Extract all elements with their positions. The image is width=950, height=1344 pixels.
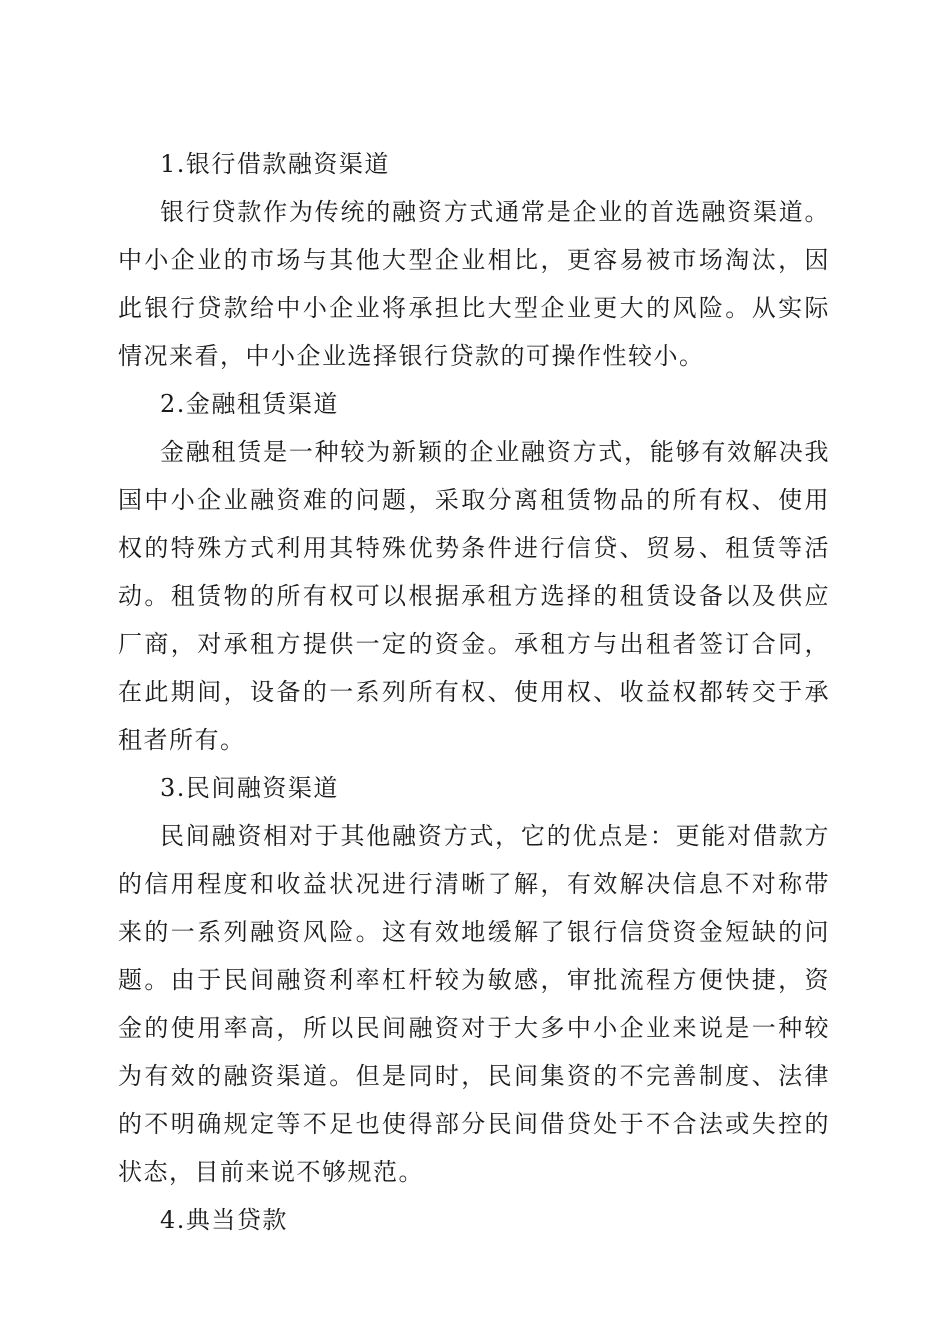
section-paragraph-bank-loan: 银行贷款作为传统的融资方式通常是企业的首选融资渠道。中小企业的市场与其他大型企业相比，更容易被市场淘汰，因此银行贷款给中小企业将承担比大型企业更大的风险。从实际情况来看，中小企业选择银行贷款的可操作性较小。 (118, 198, 830, 370)
section-paragraph-financial-leasing: 金融租赁是一种较为新颖的企业融资方式，能够有效解决我国中小企业融资难的问题，采取分离租赁物品的所有权、使用权的特殊方式利用其特殊优势条件进行信贷、贸易、租赁等活动。租赁物的所有权可以根据承租方选择的租赁设备以及供应厂商，对承租方提供一定的资金。承租方与出租者签订合同，在此期间，设备的一系列所有权、使用权、收益权都转交于承租者所有。 (118, 438, 830, 754)
section-heading-private-financing: 3.民间融资渠道 (160, 774, 339, 802)
section-heading-financial-leasing: 2.金融租赁渠道 (160, 390, 339, 418)
section-paragraph-private-financing: 民间融资相对于其他融资方式，它的优点是：更能对借款方的信用程度和收益状况进行清晰了解，有效解决信息不对称带来的一系列融资风险。这有效地缓解了银行信贷资金短缺的问题。由于民间融资利率杠杆较为敏感，审批流程方便快捷，资金的使用率高，所以民间融资对于大多中小企业来说是一种较为有效的融资渠道。但是同时，民间集资的不完善制度、法律的不明确规定等不足也使得部分民间借贷处于不合法或失控的状态，目前来说不够规范。 (118, 822, 830, 1186)
document-body (118, 140, 830, 1244)
section-heading-pawn-loan: 4.典当贷款 (160, 1206, 288, 1234)
section-heading-bank-loan: 1.银行借款融资渠道 (160, 150, 390, 178)
